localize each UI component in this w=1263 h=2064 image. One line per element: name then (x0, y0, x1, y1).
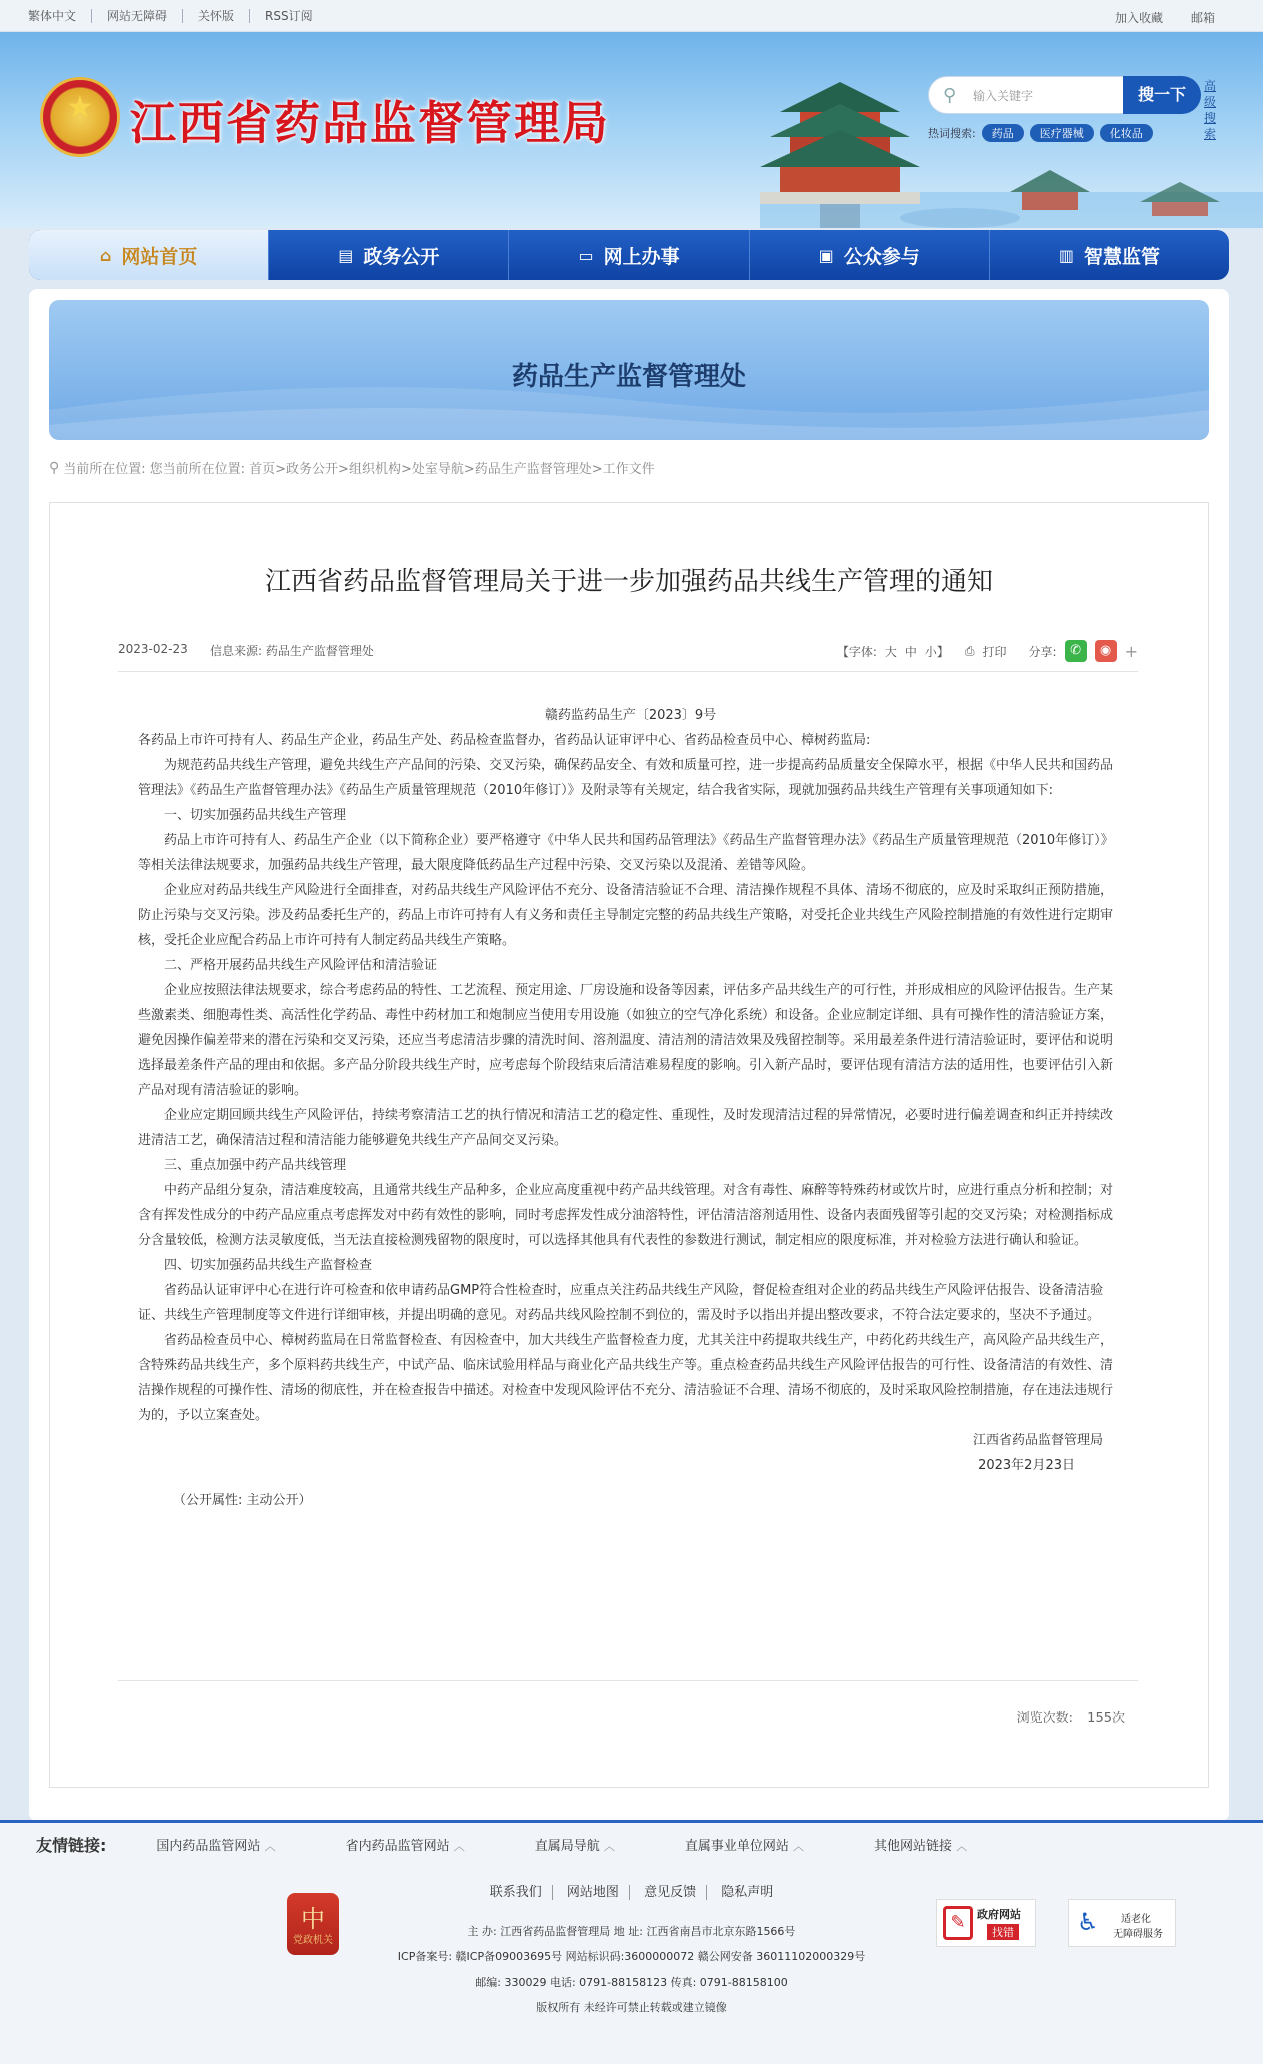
section-heading: 四、切实加强药品共线生产监督检查 (164, 1258, 373, 1273)
contact-us-link[interactable]: 联系我们 (480, 1885, 553, 1900)
mailbox-link[interactable]: 邮箱 (1190, 11, 1215, 25)
sign-date: 2023年2月23日 (978, 1458, 1075, 1473)
public-attribute: （公开属性: 主动公开） (173, 1493, 312, 1508)
chevron-up-icon: ︿ (264, 1840, 276, 1853)
gov-site-error-badge[interactable] (936, 1899, 1036, 1947)
footer-nav (0, 1881, 1263, 1900)
link-dropdown-institution-label: 直属事业单位网站 (684, 1839, 789, 1854)
elder-care-link[interactable]: 关怀版 (183, 9, 250, 23)
national-emblem-icon: ★ (40, 77, 120, 157)
main-nav (29, 230, 1229, 280)
section-heading: 二、严格开展药品共线生产风险评估和清洁验证 (164, 958, 438, 973)
link-dropdown-institution[interactable] (685, 1835, 804, 1854)
advanced-search-link[interactable]: 高级搜索 (1204, 79, 1217, 141)
site-header (0, 32, 1263, 228)
accessibility-link[interactable]: 网站无障碍 (92, 9, 183, 23)
accessibility-badge[interactable] (1068, 1899, 1176, 1947)
hot-words (928, 124, 1153, 142)
article-date: 2023-02-23 (118, 642, 188, 656)
contact-info: 邮编: 330029 电话: 0791-88158123 传真: 0791-88158100 (475, 1976, 788, 1989)
nav-home[interactable] (29, 230, 269, 280)
font-medium-button[interactable]: 中 (904, 644, 917, 659)
section-heading: 一、切实加强药品共线生产管理 (164, 808, 347, 823)
department-banner (49, 300, 1209, 440)
paragraph: 企业应对药品共线生产风险进行全面排查，对药品共线生产风险评估不充分、设备清洁验证不合理、清洁操作规程不具体、清场不彻底的，应及时采取纠正预防措施，防止污染与交叉污染。涉及药品委托生产的，药品上市许可持有人有义务和责任主导制定完整的药品共线生产策略，对受托企业共线生产风险控制措施的有效性进行定期审核，受托企业应配合药品上市许可持有人制定药品共线生产策略。 (138, 883, 1114, 948)
paragraph: 中药产品组分复杂，清洁难度较高，且通常共线生产品种多，企业应高度重视中药产品共线管理。对含有毒性、麻醉等特殊药材或饮片时，应进行重点分析和控制；对含有挥发性成分的中药产品应重点考虑挥发对中药有效性的影响，同时考虑挥发性成分油溶特性，评估清洁溶剂适用性、设备内表面残留等引起的交叉污染；对检测指标成分含量较低，检测方法灵敏度低，当无法直接检测残留物的限度时，可以选择其他具有代表性的参数进行测试，制定相应的限度标准，并对检验方法进行确认和验证。 (138, 1183, 1114, 1248)
link-dropdown-bureau-label: 直属局导航 (534, 1839, 600, 1854)
paragraph: 企业应按照法律法规要求，综合考虑药品的特性、工艺流程、预定用途、厂房设施和设备等因素，评估多产品共线生产的可行性，并形成相应的风险评估报告。生产某些激素类、细胞毒性类、高活性化学药品、毒性中药材加工和炮制应当使用专用设施（如独立的空气净化系统）和设备。企业应制定详细、具有可操作性的清洁验证方案，避免因操作偏差带来的潜在污染和交叉污染，还应当考虑清洁步骤的清洗时间、溶剂温度、清洁剂的清洁效果及残留控制等。采用最差条件进行清洁验证时，要评估和说明选择最差条件产品的理由和依据。多产品分阶段共线生产时，应考虑每个阶段结束后清洁难易程度的影响。引入新产品时，要评估现有清洁方法的适用性，也要评估引入新产品对现有清洁验证的影响。 (138, 983, 1114, 1098)
nav-public-participation-label: 公众参与 (843, 245, 920, 268)
breadcrumb-label: 当前所在位置: (63, 462, 146, 477)
section-heading: 三、重点加强中药产品共线管理 (164, 1158, 347, 1173)
party-gov-badge-label: 党政机关 (293, 1935, 333, 1946)
font-size-label: 【字体: (836, 644, 877, 659)
search-placeholder: 输入关键字 (973, 88, 1034, 103)
find-error-label: 找错 (987, 1924, 1019, 1940)
link-dropdown-national-label: 国内药品监管网站 (156, 1839, 261, 1854)
article-tools (837, 640, 1138, 662)
font-small-button[interactable]: 小】 (924, 644, 949, 659)
banner-title: 药品生产监督管理处 (511, 362, 746, 392)
link-dropdown-bureau[interactable] (535, 1835, 615, 1854)
view-count (1017, 1707, 1125, 1726)
feedback-link[interactable]: 意见反馈 (634, 1885, 707, 1900)
site-name: 江西省药品监督管理局 (130, 96, 610, 150)
divider (118, 671, 1138, 672)
nav-home-label: 网站首页 (121, 245, 198, 268)
elder-friendly-label: 适老化 (1121, 1914, 1151, 1925)
breadcrumb-path[interactable]: 您当前所在位置: 首页>政务公开>组织机构>处室导航>药品生产监督管理处>工作文件 (149, 462, 655, 477)
chevron-up-icon: ︿ (603, 1840, 615, 1853)
nav-online-service[interactable] (509, 230, 749, 280)
nav-gov-affairs-label: 政务公开 (363, 245, 440, 268)
link-dropdown-provincial-label: 省内药品监管网站 (345, 1839, 450, 1854)
article-meta (118, 640, 1138, 670)
privacy-link[interactable]: 隐私声明 (721, 1885, 774, 1900)
nav-public-participation[interactable] (750, 230, 990, 280)
nav-smart-supervision-label: 智慧监管 (1083, 245, 1160, 268)
hot-word-device[interactable]: 医疗器械 (1030, 124, 1094, 142)
nav-gov-affairs[interactable] (269, 230, 509, 280)
document-number: 赣药监药品生产〔2023〕9号 (544, 708, 717, 723)
paragraph: 省药品认证审评中心在进行许可检查和依申请药品GMP符合性检查时，应重点关注药品共线生产风险，督促检查组对企业的药品共线生产风险评估报告、设备清洁验证、共线生产管理制度等文件进行详细审核，并提出明确的意见。对药品共线风险控制不到位的，需及时予以指出并提出整改要求，不符合法定要求的，坚决不予通过。 (138, 1283, 1104, 1323)
view-count-label: 浏览次数: (1016, 1711, 1074, 1726)
printer-icon[interactable]: ⎙ (964, 643, 975, 658)
friendly-links-label: 友情链接: (36, 1836, 107, 1855)
search-button[interactable]: 搜一下 (1123, 76, 1201, 114)
font-large-button[interactable]: 大 (884, 644, 897, 659)
wheelchair-icon: ♿ (1077, 1908, 1099, 1936)
link-dropdown-provincial[interactable] (346, 1835, 465, 1854)
breadcrumb (49, 458, 655, 477)
badge-emblem-icon: 中 (301, 1905, 325, 1933)
link-dropdown-national[interactable] (156, 1835, 275, 1854)
article-body (138, 703, 1123, 1513)
article-source: 信息来源: 药品生产监督管理处 (210, 644, 374, 658)
accessibility-service-label: 无障碍服务 (1113, 1929, 1163, 1940)
host-info: 主 办: 江西省药品监督管理局 地 址: 江西省南昌市北京东路1566号 (467, 1925, 796, 1938)
error-report-icon: ✎ (943, 1906, 973, 1940)
search-icon: ⚲ (943, 84, 957, 106)
chevron-up-icon: ︿ (956, 1840, 968, 1853)
weibo-icon[interactable]: ◉ (1095, 640, 1117, 662)
traditional-chinese-link[interactable]: 繁体中文 (28, 9, 92, 23)
view-count-value: 155次 (1087, 1711, 1125, 1726)
location-pin-icon: ⚲ (49, 459, 60, 476)
site-footer (0, 1820, 1263, 2064)
recipients: 各药品上市许可持有人、药品生产企业，药品生产处、药品检查监督办，省药品认证审评中心、省药品检查员中心、樟树药监局: (138, 733, 871, 748)
chart-icon: ▥ (1058, 245, 1074, 265)
paragraph: 省药品检查员中心、樟树药监局在日常监督检查、有因检查中，加大共线生产监督检查力度，尤其关注中药提取共线生产，中药化药共线生产，高风险产品共线生产，含特殊药品共线生产，多个原料药共线生产，中试产品、临床试验用样品与商业化产品共线生产等。重点检查药品共线生产风险评估报告的可行性、设备清洁的有效性、清洁操作规程的可操作性、清场的彻底性，并在检查报告中描述。对检查中发现风险评估不充分、清洁验证不合理、清场不彻底的，及时采取风险控制措施，存在违法违规行为的，予以立案查处。 (138, 1333, 1114, 1423)
article-panel (49, 502, 1209, 1788)
link-dropdown-other[interactable] (874, 1835, 967, 1854)
wechat-icon[interactable]: ✆ (1065, 640, 1087, 662)
copyright-info: 版权所有 未经许可禁止转载或建立镜像 (536, 2001, 727, 2014)
more-share-icon[interactable]: + (1124, 641, 1138, 661)
share-label: 分享: (1028, 644, 1057, 659)
rss-link[interactable]: RSS订阅 (265, 9, 313, 23)
sitemap-link[interactable]: 网站地图 (557, 1885, 630, 1900)
paragraph: 药品上市许可持有人、药品生产企业（以下简称企业）要严格遵守《中华人民共和国药品管理法》《药品生产监督管理办法》《药品生产质量管理规范（2010年修订）》等相关法律法规要求，加强药品共线生产管理，最大限度降低药品生产过程中污染、交叉污染以及混淆、差错等风险。 (138, 833, 1114, 873)
home-icon: ⌂ (99, 245, 112, 265)
print-button[interactable]: 打印 (982, 644, 1007, 659)
doc-icon: ▤ (338, 245, 354, 265)
article-title: 江西省药品监督管理局关于进一步加强药品共线生产管理的通知 (264, 567, 993, 597)
top-bar (0, 0, 1263, 32)
hot-word-drug[interactable]: 药品 (982, 124, 1024, 142)
icp-info[interactable]: ICP备案号: 赣ICP备09003695号 网站标识码:3600000072 赣公网安备 36011102000329号 (397, 1950, 866, 1963)
nav-online-service-label: 网上办事 (603, 245, 680, 268)
friendly-links (36, 1833, 1037, 1856)
hot-words-label: 热词搜索: (928, 127, 976, 140)
signer: 江西省药品监督管理局 (972, 1433, 1103, 1448)
chat-icon: ▣ (818, 245, 834, 265)
paragraph: 为规范药品共线生产管理，避免共线生产产品间的污染、交叉污染，确保药品安全、有效和质量可控，进一步提高药品质量安全保障水平，根据《中华人民共和国药品管理法》《药品生产监督管理办法》《药品生产质量管理规范（2010年修订）》及附录等有关规定，结合我省实际，现就加强药品共线生产管理有关事项通知如下: (138, 758, 1114, 798)
hot-word-cosmetic[interactable]: 化妆品 (1100, 124, 1153, 142)
monitor-icon: ▭ (578, 245, 594, 265)
chevron-up-icon: ︿ (793, 1840, 805, 1853)
nav-smart-supervision[interactable] (990, 230, 1229, 280)
link-dropdown-other-label: 其他网站链接 (874, 1839, 953, 1854)
add-favorite-link[interactable]: 加入收藏 (1114, 11, 1163, 25)
chevron-up-icon: ︿ (453, 1840, 465, 1853)
paragraph: 企业应定期回顾共线生产风险评估，持续考察清洁工艺的执行情况和清洁工艺的稳定性、重现性，及时发现清洁过程的异常情况，必要时进行偏差调查和纠正并持续改进清洁工艺，确保清洁过程和清洁能力能够避免共线生产产品间交叉污染。 (138, 1108, 1114, 1148)
gov-site-label: 政府网站 (977, 1908, 1021, 1921)
divider (118, 1680, 1138, 1681)
